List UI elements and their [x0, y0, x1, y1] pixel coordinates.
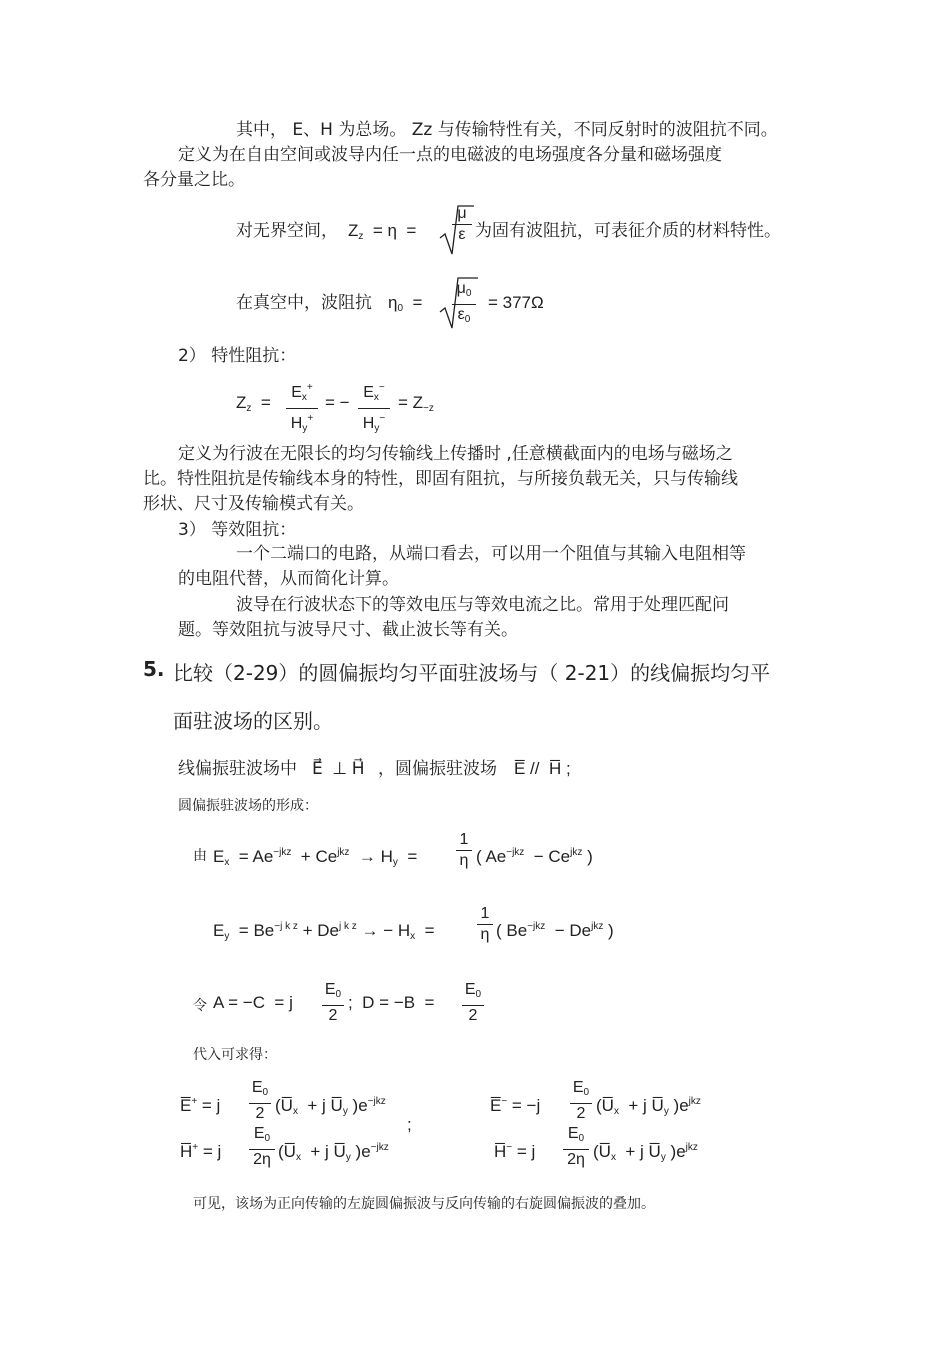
let-label: 令 — [193, 998, 207, 1014]
e-plus-lhs: E̅+ = j — [180, 1096, 221, 1115]
substitute-label: 代入可求得： — [193, 1047, 277, 1063]
text-line-2: 定义为在自由空间或波导内任一点的电磁波的电场强度各分量和磁场强度 — [178, 145, 722, 165]
zz-eq: $Z_z$ = — [236, 393, 271, 414]
e0-over-2-d: $\frac{E_0}{2}$ — [570, 1078, 592, 1124]
e0-over-2-b: $\frac{E_0}{2}$ — [462, 980, 484, 1026]
e0-over-2-a: $\frac{E_0}{2}$ — [322, 980, 344, 1026]
a-eq-c: A = −C = j — [213, 993, 293, 1012]
e-plus-rhs: ($U̅_x + j$ $U̅_y$ )$e^{-jkz}$ — [275, 1096, 386, 1117]
lin-circ-text: 线偏振驻波场中 — [178, 759, 297, 779]
free-space-formula: $Z_z = \eta$ = — [348, 221, 417, 242]
e-minus-rhs: ($U̅_x + j$ $U̅_y$ )$e^{jkz}$ — [596, 1096, 701, 1117]
ex-equation: $E_x = Ae^{-jkz} + Ce^{jkz} \to H_y$ = — [213, 847, 418, 868]
h-plus-lhs: H̅+ = j — [180, 1142, 222, 1161]
one-over-eta: $\frac{1}{\eta}$ — [456, 830, 472, 871]
free-space-suffix: 为固有波阻抗，可表征介质的材料特性。 — [475, 221, 781, 241]
e0-over-2eta-a: $\frac{E_0}{2\eta}$ — [249, 1124, 275, 1170]
mu-over-eps: $\frac{\mu}{\varepsilon}$ — [452, 204, 472, 245]
vacuum-value: = 377Ω — [488, 293, 544, 312]
char-line-1: 定义为行波在无限长的均匀传输线上传播时 ,任意横截面内的电场与磁场之 — [178, 444, 733, 464]
e-parallel-h: E̅ // H̅ ; — [514, 759, 571, 778]
ey-equation: $E_y = Be^{-j k z} + De^{j k z}$ → − $H_x$ = — [213, 921, 435, 942]
question-number: 5. — [143, 657, 165, 681]
char-line-2: 比。特性阻抗是传输线本身的特性，即固有阻抗，与所接负载无关，只与传输线 — [143, 469, 738, 489]
lin-circ-mid: ，圆偏振驻波场 — [378, 759, 497, 779]
e-perp-h: E⃗ ⊥ H⃗ — [312, 759, 365, 778]
ex-minus-over-hy-minus: $\frac{E_x^-}{H_y^-}$ — [358, 378, 390, 439]
question-line-2: 面驻波场的区别。 — [173, 709, 333, 733]
char-line-3: 形状、尺寸及传输模式有关。 — [143, 494, 364, 514]
conclusion: 可见，该场为正向传输的左旋圆偏振波与反向传输的右旋圆偏振波的叠加。 — [193, 1196, 655, 1212]
formation-heading: 圆偏振驻波场的形成： — [178, 798, 318, 814]
ex-plus-over-hy-plus: $\frac{E_x^+}{H_y^+}$ — [286, 378, 318, 439]
vacuum-prefix: 在真空中，波阻抗 — [236, 293, 372, 313]
by-label: 由 — [193, 848, 207, 864]
hx-rhs: ( $Be^{-jkz} - De^{jkz}$ ) — [496, 921, 614, 940]
eq-line-4: 题。等效阻抗与波导尺寸、截止波长等有关。 — [178, 620, 518, 640]
h-minus-lhs: H̅− = j — [494, 1142, 536, 1161]
mu0-over-eps0: $\frac{\mu_0}{\varepsilon_0}$ — [452, 279, 476, 330]
one-over-eta-2: $\frac{1}{\eta}$ — [477, 904, 493, 945]
free-space-prefix: 对无界空间， — [236, 221, 338, 241]
eq-line-2: 的电阻代替，从而简化计算。 — [178, 569, 399, 589]
eta0-formula: $\eta_0$ = — [388, 293, 423, 314]
e-minus-lhs: E̅− = −j — [490, 1096, 541, 1115]
text-line-1: 其中， E、H 为总场。 Zz 与传输特性有关，不同反射时的波阻抗不同。 — [236, 120, 778, 140]
item-3-heading: 3） 等效阻抗： — [178, 520, 297, 540]
text-line-3: 各分量之比。 — [143, 170, 245, 190]
question-line-1: 比较（2-29）的圆偏振均匀平面驻波场与（ 2-21）的线偏振均匀平 — [173, 661, 771, 685]
h-plus-rhs: ($U̅_x + j$ $U̅_y$ )$e^{-jkz}$ — [278, 1142, 389, 1163]
minus-sign: = − — [325, 393, 350, 412]
item-2-heading: 2） 特性阻抗： — [178, 346, 297, 366]
d-eq-b: ; D = −B = — [348, 993, 435, 1012]
eq-line-1: 一个二端口的电路，从端口看去，可以用一个阻值与其输入电阻相等 — [236, 544, 746, 564]
e0-over-2eta-b: $\frac{E_0}{2\eta}$ — [563, 1124, 589, 1170]
semicolon: ; — [407, 1115, 412, 1134]
eq-line-3: 波导在行波状态下的等效电压与等效电流之比。常用于处理匹配问 — [236, 595, 729, 615]
hy-rhs: ( $Ae^{-jkz} - Ce^{jkz}$ ) — [476, 847, 593, 866]
h-minus-rhs: ($U̅_x + j$ $U̅_y$ )$e^{jkz}$ — [593, 1142, 698, 1163]
z-neg-z: = $Z_{-z}$ — [398, 393, 434, 414]
e0-over-2-c: $\frac{E_0}{2}$ — [249, 1078, 271, 1124]
